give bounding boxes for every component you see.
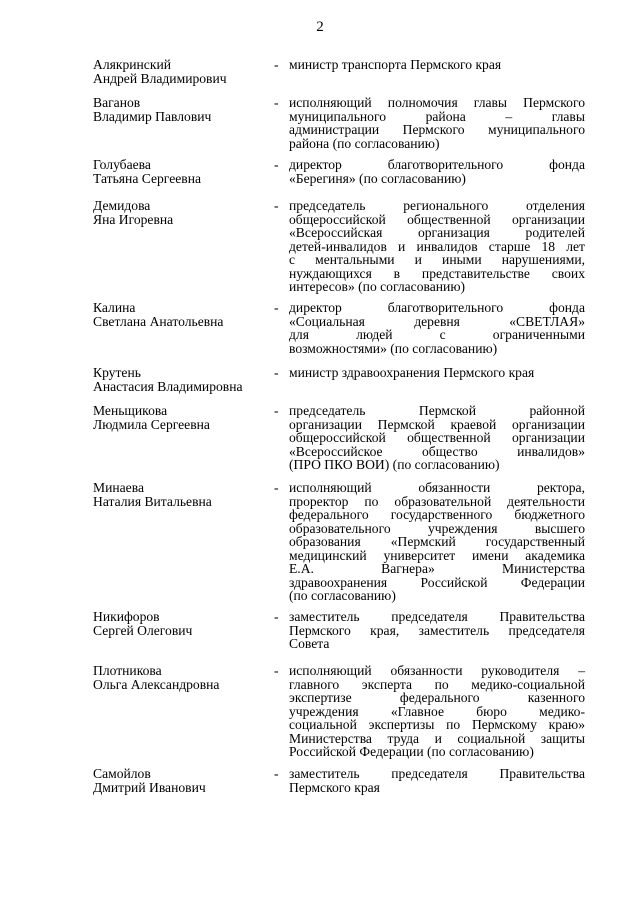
member-surname: Минаева	[93, 480, 144, 495]
role-line: возможностями» (по согласованию)	[289, 340, 498, 356]
member-surname: Плотникова	[93, 663, 162, 678]
member-role	[289, 404, 585, 472]
role-line: министр здравоохранения Пермского края	[289, 365, 535, 380]
role-line: исполняющий полномочия главы Пермского	[289, 95, 585, 110]
member-given-names: Татьяна Сергеевна	[93, 170, 201, 186]
role-line: проректор по образовательной деятельности	[289, 493, 585, 509]
member-name	[93, 481, 273, 508]
role-line: председатель Пермской районной	[289, 403, 585, 418]
member-surname: Ваганов	[93, 95, 141, 110]
role-line: администрации Пермского муниципального	[289, 122, 585, 137]
member-surname: Демидова	[93, 198, 151, 213]
role-line: главного эксперта по медико-социальной	[289, 676, 585, 692]
role-line: заместитель председателя Правительства	[289, 766, 585, 781]
role-line: медицинский университет имени академика	[289, 547, 585, 563]
dash-separator: -	[274, 300, 279, 315]
role-line: Российской Федерации (по согласованию)	[289, 744, 534, 759]
role-line: района (по согласованию)	[289, 135, 440, 151]
dash-separator: -	[274, 609, 279, 624]
role-line: образования «Пермский государственный	[289, 534, 585, 549]
member-name	[93, 366, 273, 393]
member-role	[289, 301, 585, 355]
role-line: экспертизе федерального казенного	[289, 690, 585, 705]
role-line: социальной экспертизы по Пермскому краю»	[289, 717, 585, 732]
role-line: «Всероссийское общество инвалидов»	[289, 443, 585, 459]
dash-separator: -	[274, 57, 279, 72]
member-role	[289, 664, 585, 759]
member-role	[289, 767, 585, 794]
role-line: «Берегиня» (по согласованию)	[289, 170, 466, 186]
member-surname: Крутень	[93, 365, 141, 380]
role-line: заместитель председателя Правительства	[289, 609, 585, 624]
role-line: Совета	[289, 636, 330, 651]
member-role	[289, 58, 585, 72]
role-line: Пермского края, заместитель председателя	[289, 622, 585, 638]
member-name	[93, 767, 273, 794]
member-surname: Меньщикова	[93, 403, 168, 418]
member-given-names: Анастасия Владимировна	[93, 378, 243, 394]
role-line: с ментальными и иными нарушениями,	[289, 252, 585, 267]
role-line: организации Пермской краевой организации	[289, 416, 585, 432]
role-line: детей-инвалидов и инвалидов старше 18 лет	[289, 238, 585, 254]
member-name	[93, 404, 273, 431]
role-line: здравоохранения Российской Федерации	[289, 574, 585, 590]
role-line: для людей с ограниченными	[289, 327, 585, 342]
role-line: нуждающихся в представительстве своих	[289, 265, 585, 281]
role-line: Пермского края	[289, 779, 380, 795]
dash-separator: -	[274, 365, 279, 380]
role-line: интересов» (по согласованию)	[289, 279, 466, 294]
member-name	[93, 664, 273, 691]
member-role	[289, 481, 585, 603]
role-line: общероссийской общественной организации	[289, 211, 585, 227]
member-name	[93, 96, 273, 123]
member-given-names: Дмитрий Иванович	[93, 779, 206, 795]
member-name	[93, 301, 273, 328]
member-name	[93, 199, 273, 226]
role-line: (по согласованию)	[289, 588, 396, 603]
member-role	[289, 96, 585, 150]
member-name	[93, 58, 273, 85]
role-line: учреждения «Главное бюро медико-	[289, 703, 585, 719]
member-surname: Калина	[93, 300, 136, 315]
dash-separator: -	[274, 403, 279, 418]
member-given-names: Светлана Анатольевна	[93, 313, 224, 329]
dash-separator: -	[274, 766, 279, 781]
member-role	[289, 158, 585, 185]
member-given-names: Яна Игоревна	[93, 211, 174, 227]
member-surname: Алякринский	[93, 57, 171, 72]
member-surname: Самойлов	[93, 766, 151, 781]
member-given-names: Сергей Олегович	[93, 622, 193, 638]
member-given-names: Андрей Владимирович	[93, 70, 227, 86]
member-role	[289, 610, 585, 651]
role-line: директор благотворительного фонда	[289, 157, 585, 172]
dash-separator: -	[274, 480, 279, 495]
dash-separator: -	[274, 95, 279, 110]
page-number: 2	[316, 19, 324, 35]
role-line: (ПРО ПКО ВОИ) (по согласованию)	[289, 457, 500, 472]
member-role	[289, 199, 585, 294]
member-name	[93, 610, 273, 637]
member-given-names: Ольга Александровна	[93, 676, 220, 692]
role-line: министр транспорта Пермского края	[289, 57, 502, 72]
role-line: федерального государственного бюджетного	[289, 507, 585, 522]
dash-separator: -	[274, 198, 279, 213]
dash-separator: -	[274, 663, 279, 678]
role-line: Е.А. Вагнера» Министерства	[289, 561, 585, 576]
role-line: исполняющий обязанности ректора,	[289, 480, 585, 495]
member-role	[289, 366, 585, 380]
role-line: общероссийской общественной организации	[289, 430, 585, 445]
role-line: исполняющий обязанности руководителя –	[289, 663, 585, 678]
member-surname: Никифоров	[93, 609, 160, 624]
member-name	[93, 158, 273, 185]
role-line: директор благотворительного фонда	[289, 300, 585, 315]
member-surname: Голубаева	[93, 157, 151, 172]
role-line: председатель регионального отделения	[289, 198, 585, 213]
member-given-names: Наталия Витальевна	[93, 493, 212, 509]
role-line: «Всероссийская организация родителей	[289, 225, 585, 240]
member-given-names: Владимир Павлович	[93, 108, 212, 124]
role-line: муниципального района – главы	[289, 108, 585, 124]
member-given-names: Людмила Сергеевна	[93, 416, 210, 432]
role-line: Министерства труда и социальной защиты	[289, 730, 585, 746]
role-line: «Социальная деревня «СВЕТЛАЯ»	[289, 313, 585, 329]
dash-separator: -	[274, 157, 279, 172]
role-line: образовательного учреждения высшего	[289, 520, 585, 536]
